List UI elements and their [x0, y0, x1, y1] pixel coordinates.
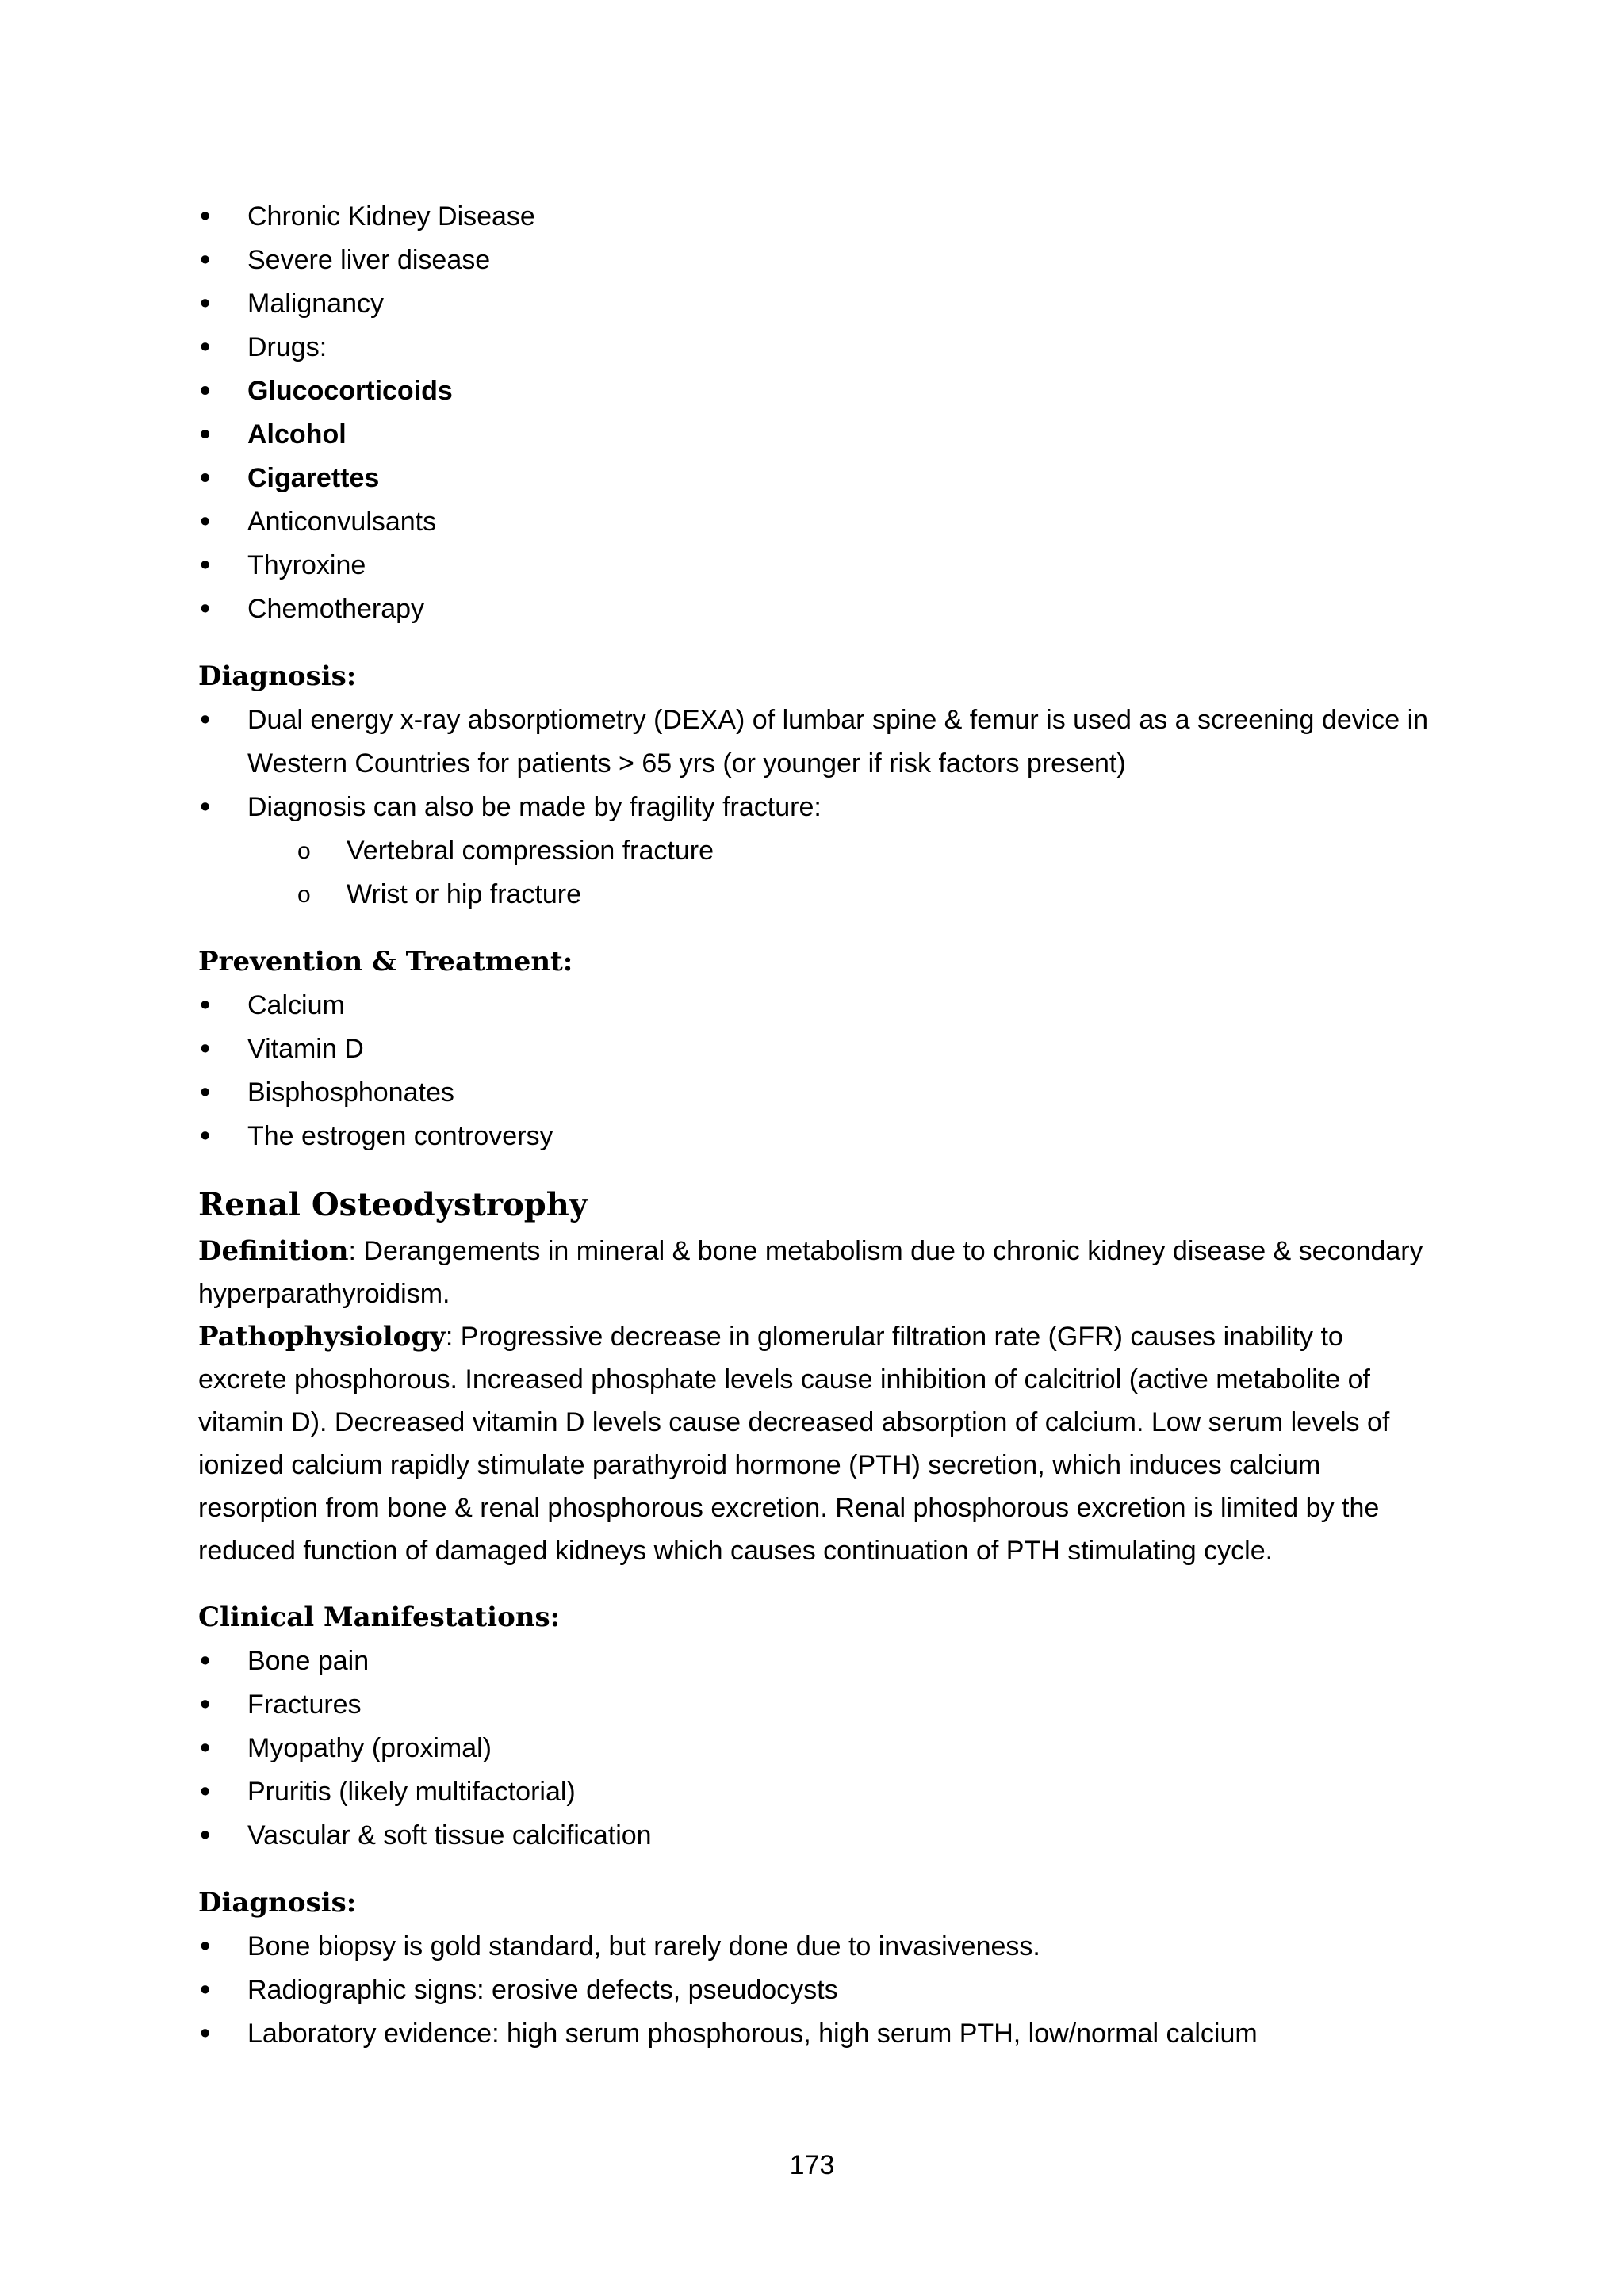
diagnosis-list [198, 698, 1435, 829]
list-item: • Diagnosis can also be made by fragility fracture: [198, 786, 1435, 829]
list-item: • The estrogen controversy [198, 1115, 1435, 1158]
list-item-bold: • Alcohol [198, 413, 1435, 457]
renal-diagnosis-list [198, 1925, 1435, 2056]
list-item: • Chronic Kidney Disease [198, 195, 1435, 239]
section-heading-prevention: Prevention & Treatment: [198, 946, 573, 978]
sub-list-item: o Wrist or hip fracture [198, 873, 1435, 916]
list-item: • Severe liver disease [198, 239, 1435, 282]
list-item: • Fractures [198, 1683, 1435, 1727]
list-item: • Myopathy (proximal) [198, 1727, 1435, 1770]
list-item: • Malignancy [198, 282, 1435, 326]
prevention-list [198, 984, 1435, 1158]
definition-paragraph [198, 1230, 1435, 1315]
section-title-renal-osteodystrophy: Renal Osteodystrophy [198, 1186, 588, 1223]
list-item: • Chemotherapy [198, 587, 1435, 631]
list-item: • Dual energy x-ray absorptiometry (DEXA) of lumbar spine & femur is used as a screening device in Western Countries for patients > 65 yrs (or younger if risk factors present) [198, 698, 1435, 786]
list-item: • Bisphosphonates [198, 1071, 1435, 1115]
section-heading-diagnosis-renal: Diagnosis: [198, 1887, 357, 1919]
list-item: • Vascular & soft tissue calcification [198, 1814, 1435, 1858]
section-heading-clinical: Clinical Manifestations: [198, 1601, 561, 1633]
risk-factor-list [198, 195, 1435, 631]
list-item: • Anticonvulsants [198, 500, 1435, 544]
definition-text: : Derangements in mineral & bone metabolism due to chronic kidney disease & secondary hyperparathyroidism. [198, 1236, 1423, 1309]
definition-label: Definition [198, 1235, 349, 1267]
section-heading-diagnosis: Diagnosis: [198, 660, 357, 692]
pathophysiology-text: : Progressive decrease in glomerular filtration rate (GFR) causes inability to excrete phosphorous. Increased phosphate levels cause inhibition of calcitriol (active metabolite of vitamin D). Decreased vitamin D levels cause decreased absorption of calcium. Low serum levels of ionized calcium rapidly stimulate parathyroid hormone (PTH) secretion, which induces calcium resorption from bone & renal phosphorous excretion. Renal phosphorous excretion is limited by the reduced function of damaged kidneys which causes continuation of PTH stimulating cycle. [198, 1322, 1390, 1566]
sub-list-item: o Vertebral compression fracture [198, 829, 1435, 873]
list-item: • Bone pain [198, 1640, 1435, 1683]
pathophysiology-paragraph [198, 1315, 1435, 1572]
fragility-fracture-sublist [198, 829, 1435, 916]
list-item: • Calcium [198, 984, 1435, 1027]
list-item-bold: • Glucocorticoids [198, 369, 1435, 413]
pathophysiology-label: Pathophysiology [198, 1321, 446, 1353]
clinical-list [198, 1640, 1435, 1858]
list-item: • Drugs: [198, 326, 1435, 369]
list-item: • Vitamin D [198, 1027, 1435, 1071]
page-content [198, 195, 1435, 2056]
list-item: • Pruritis (likely multifactorial) [198, 1770, 1435, 1814]
list-item: • Bone biopsy is gold standard, but rarely done due to invasiveness. [198, 1925, 1435, 1969]
list-item: • Thyroxine [198, 544, 1435, 587]
list-item: • Radiographic signs: erosive defects, pseudocysts [198, 1969, 1435, 2012]
list-item-bold: • Cigarettes [198, 457, 1435, 500]
page-number: 173 [789, 2150, 835, 2180]
list-item: • Laboratory evidence: high serum phosphorous, high serum PTH, low/normal calcium [198, 2012, 1435, 2056]
